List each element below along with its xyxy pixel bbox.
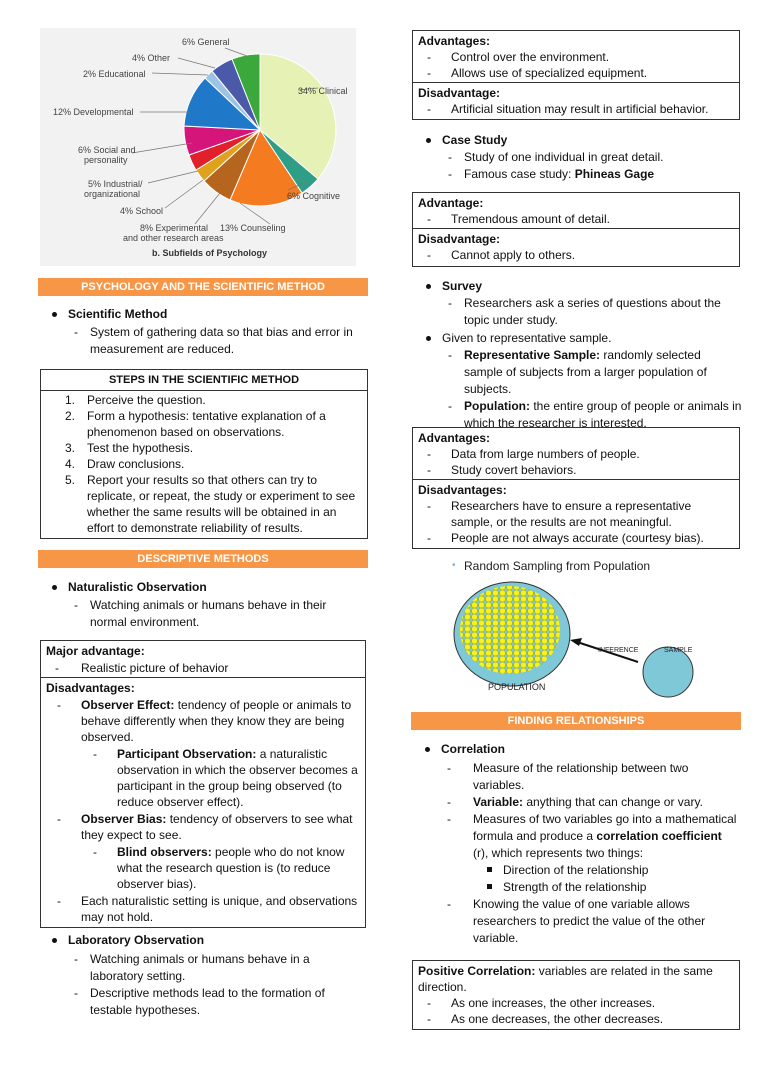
- pie-label-other: 4% Other: [132, 53, 171, 63]
- population-dots: [460, 586, 560, 674]
- blind-observers: - Blind observers: people who do not know what the research question is (to reduce observer bias).: [93, 845, 345, 891]
- each-setting-unique: - Each naturalistic setting is unique, and observations may not hold.: [57, 894, 358, 924]
- step-number: 2.: [65, 409, 76, 423]
- step-number: 4.: [65, 457, 76, 471]
- case-disadvantage-item: - Cannot apply to others.: [413, 247, 739, 263]
- survey-title: Survey: [412, 278, 742, 295]
- advantage-item: - Control over the environment.: [413, 49, 739, 65]
- step-item: [41, 440, 367, 456]
- positive-correlation-item: - As one increases, the other increases.: [413, 995, 739, 1011]
- pie-label-industrial-1: 5% Industrial/: [88, 179, 143, 189]
- participant-observation: - Participant Observation: a naturalistic observation in which the observer becomes a participant in the group being observed (to reduce observer effect).: [93, 747, 358, 809]
- step-number: 3.: [65, 441, 76, 455]
- correlation-item-3: - Measures of two variables go into a mathematical formula and produce a correlation coefficient (r), which represents two things:: [411, 811, 741, 862]
- survey-advantage-item: - Study covert behaviors.: [413, 462, 739, 478]
- correlation-item-1: - Measure of the relationship between two variables.: [411, 760, 741, 794]
- disadvantage-item: - Artificial situation may result in artificial behavior.: [413, 101, 739, 117]
- step-item: [41, 392, 367, 408]
- case-study-item-2: - Famous case study: Phineas Gage: [412, 166, 742, 183]
- positive-correlation-list: [413, 995, 739, 1029]
- step-item: [41, 472, 367, 536]
- survey-disadvantage-item: - People are not always accurate (courtesy bias).: [413, 530, 731, 546]
- naturalistic-desc: - Watching animals or humans behave in their normal environment.: [38, 597, 368, 631]
- advantages-list: [413, 49, 739, 82]
- positive-correlation-item: - As one decreases, the other decreases.: [413, 1011, 739, 1027]
- step-item: [41, 408, 367, 440]
- step-text: Test the hypothesis.: [87, 441, 194, 455]
- observer-effect: - Observer Effect: tendency of people or animals to behave differently when they know they are being observed.: [57, 698, 352, 744]
- pie-label-cognitive: 6% Cognitive: [287, 191, 341, 201]
- naturalistic-box: [40, 640, 366, 928]
- section-header-descriptive: DESCRIPTIVE METHODS: [38, 550, 368, 568]
- correlation-strength: Strength of the relationship: [411, 879, 741, 896]
- case-study-box: [412, 192, 740, 267]
- section-header-finding-relationships: FINDING RELATIONSHIPS: [411, 712, 741, 730]
- disadvantage-label: Disadvantage:: [418, 86, 501, 100]
- naturalistic-title: Naturalistic Observation: [38, 579, 368, 595]
- random-sampling-diagram: [450, 578, 720, 698]
- correlation-title: Correlation: [411, 741, 741, 758]
- step-number: 1.: [65, 393, 76, 407]
- step-text: Perceive the question.: [87, 393, 206, 407]
- observer-bias: - Observer Bias: tendency of observers to see what they expect to see.: [57, 812, 353, 842]
- pie-label-experimental-1: 8% Experimental: [140, 223, 209, 233]
- sample-label: SAMPLE: [664, 647, 693, 654]
- correlation-direction: Direction of the relationship: [411, 862, 741, 879]
- major-advantage-item: - Realistic picture of behavior: [41, 660, 365, 676]
- random-sampling-figure: [450, 558, 720, 698]
- survey-advantages-label: Advantages:: [418, 431, 491, 445]
- case-advantage-label: Advantage:: [418, 196, 484, 210]
- representative-sample: - Representative Sample: randomly selected sample of subjects from a larger population of subjects.: [412, 347, 742, 398]
- pie-caption: b. Subfields of Psychology: [152, 248, 268, 258]
- advantage-item: - Allows use of specialized equipment.: [413, 65, 739, 81]
- survey-item-1: - Researchers ask a series of questions about the topic under study.: [412, 295, 742, 329]
- pie-label-developmental: 12% Developmental: [53, 107, 134, 117]
- survey-disadvantage-item: - Researchers have to ensure a representative sample, or the results are not meaningful.: [413, 498, 731, 530]
- pie-label-counseling: 13% Counseling: [220, 223, 286, 233]
- steps-box: [40, 369, 368, 539]
- case-study-title: Case Study: [412, 132, 742, 149]
- pie-figure: [40, 28, 356, 266]
- major-advantage-label: Major advantage:: [46, 644, 145, 658]
- correlation-item-4: - Knowing the value of one variable allows researchers to predict the value of the other variable.: [411, 896, 741, 947]
- survey-disadvantages-label: Disadvantages:: [418, 483, 507, 497]
- section-header-scientific-method: PSYCHOLOGY AND THE SCIENTIFIC METHOD: [38, 278, 368, 296]
- population-def: - Population: the entire group of people or animals in which the researcher is interested.: [412, 398, 742, 432]
- inference-label: INFERENCE: [598, 647, 639, 654]
- pie-label-general: 6% General: [182, 37, 230, 47]
- pie-label-experimental-2: and other research areas: [123, 233, 224, 243]
- disadvantages-label: Disadvantages:: [46, 681, 135, 695]
- step-text: Form a hypothesis: tentative explanation of a phenomenon based on observations.: [87, 409, 326, 439]
- step-number: 5.: [65, 473, 76, 487]
- sample-circle: [643, 647, 693, 697]
- survey-advantages-list: [413, 446, 739, 479]
- pie-chart: [40, 28, 356, 266]
- step-item: [41, 456, 367, 472]
- laboratory-item-1: - Watching animals or humans behave in a laboratory setting.: [38, 951, 368, 985]
- steps-title: STEPS IN THE SCIENTIFIC METHOD: [41, 370, 367, 391]
- advantages-label: Advantages:: [418, 34, 491, 48]
- laboratory-title: Laboratory Observation: [38, 932, 368, 949]
- positive-correlation-def: Positive Correlation: variables are related in the same direction.: [418, 964, 713, 994]
- step-text: Draw conclusions.: [87, 457, 185, 471]
- survey-disadvantages-list: [413, 498, 739, 548]
- pie-label-industrial-2: organizational: [84, 189, 141, 199]
- given-representative: Given to representative sample.: [412, 330, 742, 347]
- survey-box: [412, 427, 740, 549]
- case-advantage-item: - Tremendous amount of detail.: [413, 211, 739, 227]
- survey-advantage-item: - Data from large numbers of people.: [413, 446, 739, 462]
- scientific-method-desc: - System of gathering data so that bias and error in measurement are reduced.: [38, 324, 368, 358]
- step-text: Report your results so that others can try to replicate, or repeat, the study or experiment to see whether the same results will be obtained in an effort to demonstrate reliability of results.: [87, 473, 356, 535]
- random-sampling-title: • Random Sampling from Population: [452, 559, 651, 573]
- positive-correlation-box: [412, 960, 740, 1030]
- case-disadvantage-label: Disadvantage:: [418, 232, 501, 246]
- pie-label-school: 4% School: [120, 206, 164, 216]
- correlation-item-2: - Variable: anything that can change or vary.: [411, 794, 741, 811]
- pie-label-educational: 2% Educational: [83, 69, 146, 79]
- laboratory-item-2: - Descriptive methods lead to the formation of testable hypotheses.: [38, 985, 368, 1019]
- pie-label-clinical: 34% Clinical: [298, 86, 348, 96]
- case-study-item-1: - Study of one individual in great detail.: [412, 149, 742, 166]
- lab-box: [412, 30, 740, 120]
- pie-label-social-1: 6% Social and: [78, 145, 136, 155]
- scientific-method-title: Scientific Method: [38, 306, 368, 322]
- population-label: POPULATION: [488, 682, 546, 692]
- pie-label-social-2: personality: [84, 155, 128, 165]
- steps-list: [41, 391, 367, 538]
